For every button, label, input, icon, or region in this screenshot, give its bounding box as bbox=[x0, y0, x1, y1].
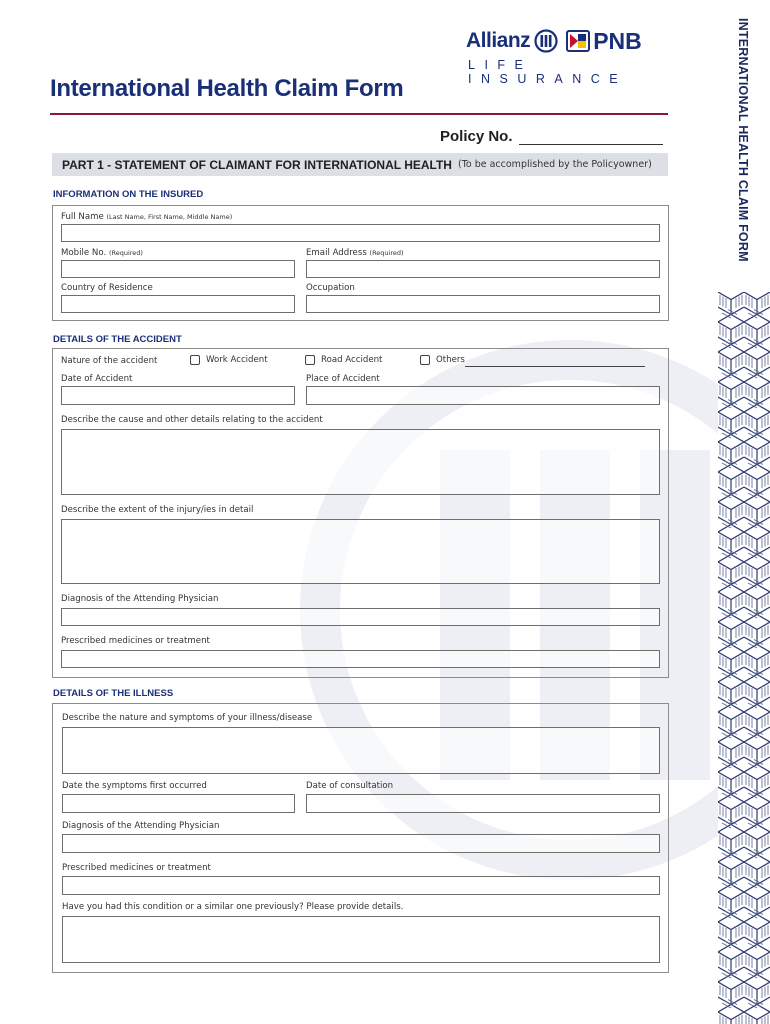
nature-accident-label: Nature of the accident bbox=[61, 356, 158, 366]
previous-condition-field[interactable] bbox=[62, 916, 660, 963]
checkbox-icon bbox=[420, 355, 430, 365]
full-name-label bbox=[61, 212, 232, 222]
illness-medicines-label: Prescribed medicines or treatment bbox=[62, 863, 211, 873]
mobile-note: (Required) bbox=[108, 249, 143, 257]
checkbox-icon bbox=[190, 355, 200, 365]
work-accident-checkbox[interactable] bbox=[190, 355, 268, 365]
checkbox-icon bbox=[305, 355, 315, 365]
others-label: Others bbox=[436, 355, 465, 365]
illness-medicines-field[interactable] bbox=[62, 876, 660, 895]
others-specify-field[interactable] bbox=[465, 366, 645, 367]
illness-nature-label: Describe the nature and symptoms of your illness/disease bbox=[62, 713, 313, 723]
email-note: (Required) bbox=[369, 249, 404, 257]
accident-diagnosis-label: Diagnosis of the Attending Physician bbox=[61, 594, 219, 604]
full-name-label-text: Full Name bbox=[61, 212, 104, 222]
country-label: Country of Residence bbox=[61, 283, 153, 293]
previous-condition-label: Have you had this condition or a similar one previously? Please provide details. bbox=[62, 902, 404, 912]
mobile-label-text: Mobile No. bbox=[61, 248, 107, 258]
accident-medicines-field[interactable] bbox=[61, 650, 660, 668]
consultation-label: Date of consultation bbox=[306, 781, 394, 791]
work-accident-label: Work Accident bbox=[206, 355, 268, 365]
part-1-note: (To be accomplished by the Policyowner) bbox=[457, 159, 652, 170]
section-illness-heading: DETAILS OF THE ILLNESS bbox=[53, 688, 174, 699]
part-1-header bbox=[52, 153, 668, 176]
first-occurred-label: Date the symptoms first occurred bbox=[62, 781, 207, 791]
full-name-note: (Last Name, First Name, Middle Name) bbox=[106, 213, 233, 221]
insured-box bbox=[52, 205, 669, 321]
policy-number-field[interactable] bbox=[519, 130, 663, 145]
others-checkbox[interactable] bbox=[420, 355, 465, 365]
page-title: International Health Claim Form bbox=[50, 75, 404, 102]
occupation-field[interactable] bbox=[306, 295, 660, 313]
mobile-field[interactable] bbox=[61, 260, 295, 278]
illness-box bbox=[52, 703, 669, 973]
email-label bbox=[306, 248, 404, 258]
first-occurred-field[interactable] bbox=[62, 794, 295, 813]
place-accident-field[interactable] bbox=[306, 386, 660, 405]
accident-box bbox=[52, 348, 669, 678]
allianz-eagle-icon bbox=[534, 29, 558, 53]
side-pattern bbox=[718, 292, 770, 1024]
accident-medicines-label: Prescribed medicines or treatment bbox=[61, 636, 210, 646]
mobile-label bbox=[61, 248, 143, 258]
date-accident-label: Date of Accident bbox=[61, 374, 133, 384]
logo-subtitle: LIFE INSURANCE bbox=[468, 58, 628, 86]
side-title-text: INTERNATIONAL HEALTH CLAIM FORM bbox=[736, 18, 750, 262]
consultation-field[interactable] bbox=[306, 794, 660, 813]
policy-number-label: Policy No. bbox=[440, 128, 513, 145]
cause-label: Describe the cause and other details relating to the accident bbox=[61, 415, 323, 425]
illness-diagnosis-field[interactable] bbox=[62, 834, 660, 853]
policy-number bbox=[440, 128, 663, 145]
side-title bbox=[723, 18, 763, 262]
extent-field[interactable] bbox=[61, 519, 660, 584]
section-accident-heading: DETAILS OF THE ACCIDENT bbox=[53, 334, 182, 345]
section-insured-heading: INFORMATION ON THE INSURED bbox=[53, 189, 204, 200]
full-name-field[interactable] bbox=[61, 224, 660, 242]
title-divider bbox=[50, 113, 668, 115]
allianz-pnb-logo bbox=[466, 26, 670, 86]
road-accident-checkbox[interactable] bbox=[305, 355, 382, 365]
cause-field[interactable] bbox=[61, 429, 660, 495]
part-1-title: PART 1 - STATEMENT OF CLAIMANT FOR INTERNATIONAL HEALTH bbox=[62, 157, 452, 172]
logo-pnb-text: PNB bbox=[593, 27, 642, 54]
road-accident-label: Road Accident bbox=[321, 355, 383, 365]
illness-nature-field[interactable] bbox=[62, 727, 660, 774]
logo-allianz-text: Allianz bbox=[466, 29, 531, 52]
accident-diagnosis-field[interactable] bbox=[61, 608, 660, 626]
pnb-emblem-icon bbox=[566, 29, 590, 53]
occupation-label: Occupation bbox=[306, 283, 355, 293]
place-accident-label: Place of Accident bbox=[306, 374, 380, 384]
country-field[interactable] bbox=[61, 295, 295, 313]
extent-label: Describe the extent of the injury/ies in detail bbox=[61, 505, 254, 515]
email-label-text: Email Address bbox=[306, 248, 367, 258]
date-accident-field[interactable] bbox=[61, 386, 295, 405]
illness-diagnosis-label: Diagnosis of the Attending Physician bbox=[62, 821, 220, 831]
email-field[interactable] bbox=[306, 260, 660, 278]
